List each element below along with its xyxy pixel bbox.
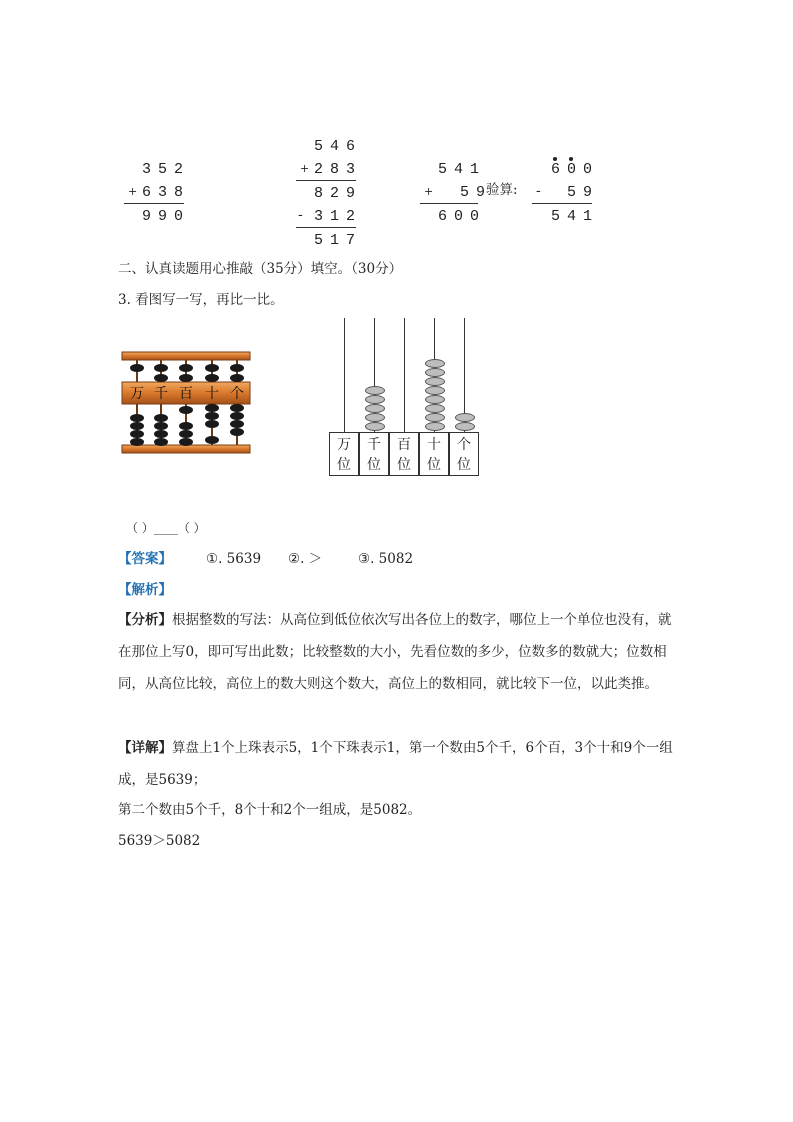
question-title: 3. 看图写一写，再比一比。 xyxy=(118,292,284,308)
place-label-ge: 个 位 xyxy=(449,432,479,476)
analysis-paragraph xyxy=(118,604,678,700)
calc1-result: 990 xyxy=(142,208,191,225)
answer-item-3: ③. 5082 xyxy=(358,551,414,567)
divider xyxy=(296,227,356,228)
answer-item-2: ②. ＞ xyxy=(288,551,323,567)
bead xyxy=(425,386,445,395)
abacus-label-wan: 万 xyxy=(130,386,144,402)
xiangjie-text: 算盘上1个上珠表示5，1个下珠表示1，第一个数由5个千，6个百，3个十和9个一组成，是5639； xyxy=(118,740,673,788)
fenxi-text: 根据整数的写法：从高位到低位依次写出各位上的数字，哪位上一个单位也没有，就在那位上写0，即可写出此数；比较整数的大小，先看位数的多少，位数多的数就大；位数相同，从高位比较，高位上的数大则这个数大，高位上的数相同，就比较下一位，以此类推。 xyxy=(118,612,672,692)
bead xyxy=(425,368,445,377)
bead xyxy=(455,422,475,431)
xiangjie-tag: 【详解】 xyxy=(118,740,172,756)
check-label: 验算: xyxy=(486,182,518,198)
bead xyxy=(425,404,445,413)
minus-sign: - xyxy=(536,183,541,199)
plus-sign: + xyxy=(300,162,310,175)
abacus-label-bai: 百 xyxy=(179,386,193,402)
abacus-image xyxy=(120,350,252,456)
calc2-row1: 546 xyxy=(314,138,363,155)
bead xyxy=(365,413,385,422)
calc3-row1: 541 xyxy=(438,161,487,178)
rod-bai xyxy=(404,318,405,432)
calc1-row1: 352 xyxy=(142,161,191,178)
abacus-label-qian: 千 xyxy=(154,386,168,402)
divider xyxy=(124,203,184,204)
section-title: 二、认真读题用心推敲（35分）填空。（30分） xyxy=(118,261,403,277)
check-row2: 59 xyxy=(567,184,600,201)
bead xyxy=(365,404,385,413)
divider xyxy=(420,203,478,204)
detail-paragraph xyxy=(118,732,678,796)
answer-item-1: ①. 5639 xyxy=(206,551,262,567)
detail-line-2: 第二个数由5个千，8个十和2个一组成，是5082。 xyxy=(118,802,422,818)
minus-sign: - xyxy=(298,207,303,223)
calc2-row3: 829 xyxy=(314,185,363,202)
bead xyxy=(455,413,475,422)
place-label-wan: 万 位 xyxy=(329,432,359,476)
divider xyxy=(532,203,592,204)
fenxi-tag: 【分析】 xyxy=(118,612,172,628)
bead xyxy=(425,359,445,368)
plus-sign: + xyxy=(128,185,138,198)
bead xyxy=(425,395,445,404)
check-row1: 600 xyxy=(551,161,600,178)
bead xyxy=(365,395,385,404)
bead xyxy=(425,377,445,386)
abacus-label-shi: 十 xyxy=(205,386,219,402)
calc2-row4: 312 xyxy=(314,208,363,225)
rod-wan xyxy=(344,318,345,432)
calc2-row2: 283 xyxy=(314,161,363,178)
answer-tag: 【答案】 xyxy=(118,551,172,567)
divider xyxy=(296,180,356,181)
calc3-result: 600 xyxy=(438,208,487,225)
calc2-result: 517 xyxy=(314,232,363,249)
plus-sign: + xyxy=(424,185,434,198)
check-result: 541 xyxy=(551,208,600,225)
detail-line-3: 5639＞5082 xyxy=(118,833,201,849)
bead xyxy=(425,413,445,422)
answer-blanks: （ ）____（ ） xyxy=(126,521,206,535)
calc1-row2: 638 xyxy=(142,184,191,201)
place-label-qian: 千 位 xyxy=(359,432,389,476)
analysis-tag: 【解析】 xyxy=(118,582,172,598)
calc3-row2: 59 xyxy=(460,184,493,201)
abacus-label-ge: 个 xyxy=(230,386,244,402)
place-label-bai: 百 位 xyxy=(389,432,419,476)
bead xyxy=(425,422,445,431)
bead xyxy=(365,386,385,395)
bead xyxy=(365,422,385,431)
place-label-shi: 十 位 xyxy=(419,432,449,476)
